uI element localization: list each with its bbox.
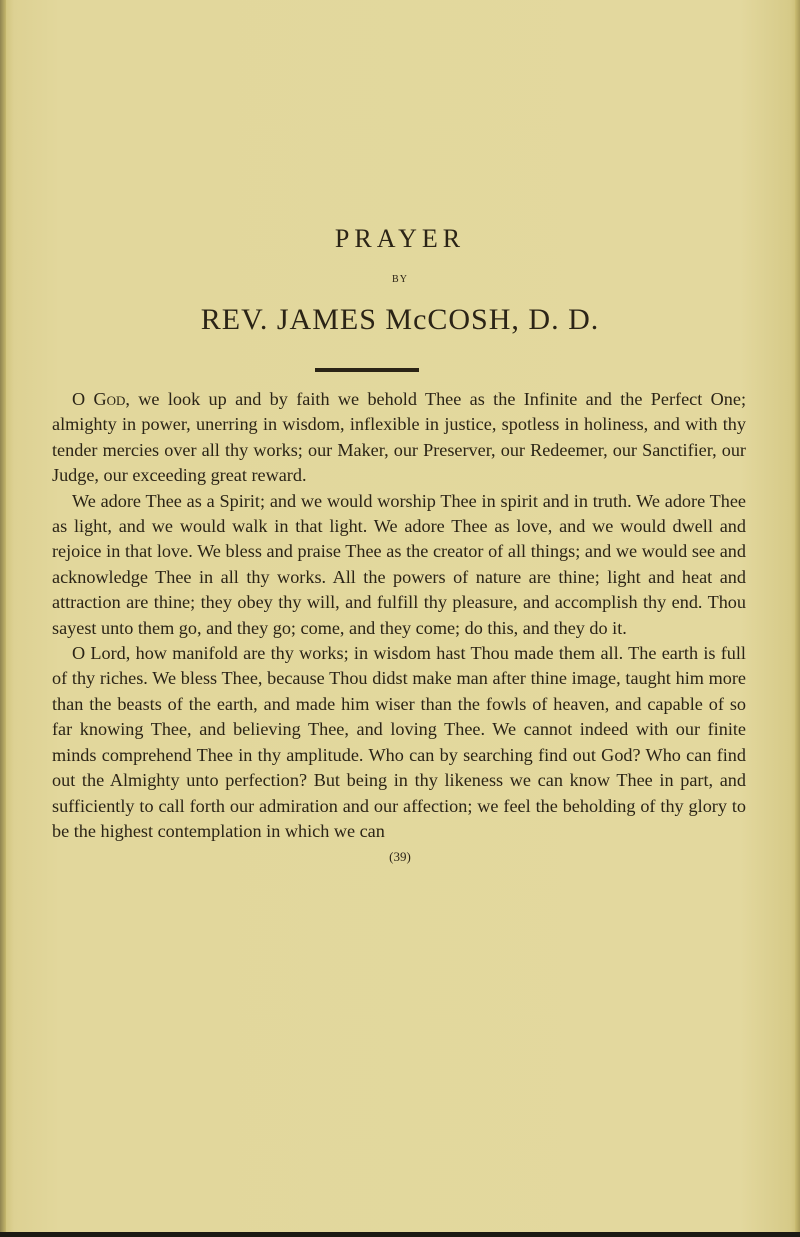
page-number: (39): [389, 849, 411, 864]
paragraph-1: [52, 387, 746, 489]
paragraph-1-rest: , we look up and by faith we behold Thee as the Infinite and the Perfect One; almighty in power, unerring in wisdom, inflexible in justice, spotless in holiness, and with thy tender mercies over all thy works; our Maker, our Preserver, our Redeemer, our Sanctifier, our Judge, our exceeding great reward.: [52, 389, 746, 486]
paragraph-1-lead: O: [72, 389, 94, 409]
author-name: REV. JAMES McCOSH, D. D.: [200, 303, 600, 336]
paragraph-3: O Lord, how manifold are thy works; in wisdom hast Thou made them all. The earth is full of thy riches. We bless Thee, because Thou didst make man after thine image, taught him more than the beasts of the earth, and made him wiser than the fowls of heaven, and capable of so far knowing Thee, and believing Thee, and loving Thee. We cannot indeed with our finite minds comprehend Thee in thy amplitude. Who can by searching find out God? Who can find out the Almighty unto perfection? But being in thy likeness we can know Thee in part, and sufficiently to call forth our admiration and our affection; we feel the beholding of thy glory to be the highest contemplation in which we can: [52, 643, 746, 841]
god-small-caps: God: [93, 389, 126, 409]
bottom-edge: [0, 1232, 800, 1237]
page-title: PRAYER: [334, 224, 466, 253]
paragraph-2: We adore Thee as a Spirit; and we would worship Thee in spirit and in truth. We adore Thee as light, and we would walk in that light. We adore Thee as love, and we would dwell and rejoice in that love. We bless and praise Thee as the creator of all things; and we would see and acknowledge Thee in all thy works. All the powers of nature are thine; light and heat and attraction are thine; they obey thy will, and fulfill thy pleasure, and accomplish thy end. Thou sayest unto them go, and they go; come, and they come; do this, and they do it.: [52, 490, 746, 638]
page-right-edge: [795, 0, 800, 1237]
title-divider: [315, 368, 419, 372]
byline-label: BY: [392, 274, 408, 285]
prayer-text: [52, 387, 746, 844]
page-left-edge: [0, 0, 6, 1237]
